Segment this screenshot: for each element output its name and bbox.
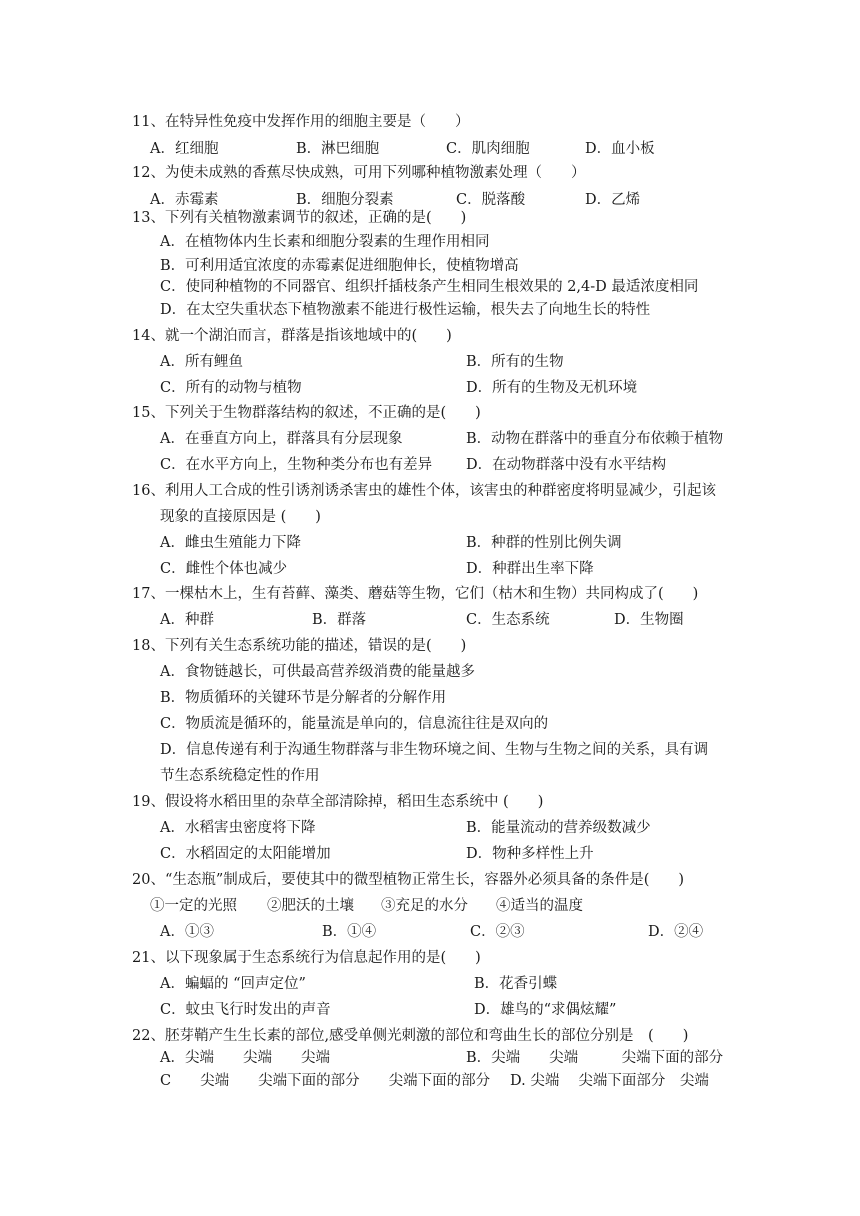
q18-option-a: A．食物链越长，可供最高营养级消费的能量越多 [160, 664, 475, 680]
q15-option-c: C．在水平方向上，生物种类分布也有差异 [160, 457, 433, 473]
q22-option-a: A．尖端 尖端 尖端 [160, 1050, 330, 1066]
q18-option-d-continued: 节生态系统稳定性的作用 [160, 768, 320, 784]
q17-option-b: B．群落 [312, 612, 367, 628]
question-16-stem-continued: 现象的直接原因是 ( ) [160, 509, 321, 525]
q21-option-d: D．雄鸟的“求偶炫耀” [474, 1002, 617, 1018]
question-19-stem: 19、假设将水稻田里的杂草全部清除掉，稻田生态系统中 ( ) [132, 794, 544, 810]
question-16-stem: 16、利用人工合成的性引诱剂诱杀害虫的雄性个体，该害虫的种群密度将明显减少，引起该 [132, 483, 716, 499]
q16-option-d: D．种群出生率下降 [466, 561, 594, 577]
q11-option-c: C．肌肉细胞 [446, 141, 530, 157]
q22-option-c: C 尖端 尖端下面的部分 尖端下面的部分 [160, 1073, 491, 1089]
q12-option-a: A．赤霉素 [150, 192, 219, 208]
q12-option-d: D．乙烯 [585, 192, 641, 208]
q20-item-3: ③充足的水分 [381, 898, 468, 914]
question-13-stem: 13、下列有关植物激素调节的叙述，正确的是( ) [132, 210, 467, 226]
question-21-stem: 21、以下现象属于生态系统行为信息起作用的是( ) [132, 950, 481, 966]
q14-option-d: D．所有的生物及无机环境 [466, 380, 638, 396]
q20-item-4: ④适当的温度 [496, 898, 583, 914]
q15-option-b: B．动物在群落中的垂直分布依赖于植物 [466, 431, 724, 447]
q21-option-a: A．蝙蝠的 “回声定位” [160, 976, 306, 992]
q13-option-d: D．在太空失重状态下植物激素不能进行极性运输，根失去了向地生长的特性 [160, 302, 651, 318]
q20-option-a: A．①③ [160, 924, 214, 940]
question-14-stem: 14、就一个湖泊而言，群落是指该地域中的( ) [132, 328, 452, 344]
q13-option-b: B．可利用适宜浓度的赤霉素促进细胞伸长，使植物增高 [160, 258, 519, 274]
q20-option-d: D．②④ [648, 924, 704, 940]
q17-option-a: A．种群 [160, 612, 214, 628]
q19-option-a: A．水稻害虫密度将下降 [160, 820, 316, 836]
q20-item-1: ①一定的光照 [150, 898, 237, 914]
q17-option-c: C．生态系统 [466, 612, 550, 628]
q16-option-b: B．种群的性别比例失调 [466, 535, 622, 551]
q19-option-b: B．能量流动的营养级数减少 [466, 820, 651, 836]
question-11-stem: 11、在特异性免疫中发挥作用的细胞主要是（ ） [132, 114, 470, 130]
q14-option-b: B．所有的生物 [466, 354, 564, 370]
q11-option-d: D．血小板 [585, 141, 655, 157]
q15-option-a: A．在垂直方向上，群落具有分层现象 [160, 431, 403, 447]
q17-option-d: D．生物圈 [614, 612, 684, 628]
q15-option-d: D．在动物群落中没有水平结构 [466, 457, 667, 473]
q20-item-2: ②肥沃的土壤 [267, 898, 354, 914]
q18-option-b: B．物质循环的关键环节是分解者的分解作用 [160, 690, 447, 706]
q19-option-d: D．物种多样性上升 [466, 846, 594, 862]
q14-option-c: C．所有的动物与植物 [160, 380, 302, 396]
q22-option-d: D. 尖端 尖端下面部分 尖端 [510, 1073, 709, 1089]
q11-option-b: B．淋巴细胞 [296, 141, 380, 157]
question-15-stem: 15、下列关于生物群落结构的叙述，不正确的是( ) [132, 405, 481, 421]
q22-option-b: B．尖端 尖端 尖端下面的部分 [466, 1050, 724, 1066]
question-20-stem: 20、“生态瓶”制成后，要使其中的微型植物正常生长，容器外必须具备的条件是( ) [132, 872, 685, 888]
q12-option-b: B．细胞分裂素 [296, 192, 394, 208]
q19-option-c: C．水稻固定的太阳能增加 [160, 846, 331, 862]
q21-option-b: B．花香引蝶 [474, 976, 558, 992]
question-22-stem: 22、胚芽鞘产生生长素的部位,感受单侧光刺激的部位和弯曲生长的部位分别是 ( ) [132, 1028, 689, 1044]
q12-option-c: C．脱落酸 [456, 192, 526, 208]
q20-option-b: B．①④ [322, 924, 377, 940]
question-17-stem: 17、一棵枯木上，生有苔藓、藻类、蘑菇等生物，它们（枯木和生物）共同构成了( ) [132, 586, 699, 602]
q20-option-c: C．②③ [470, 924, 525, 940]
q21-option-c: C．蚊虫飞行时发出的声音 [160, 1002, 331, 1018]
q18-option-d: D．信息传递有利于沟通生物群落与非生物环境之间、生物与生物之间的关系，具有调 [160, 742, 709, 758]
q14-option-a: A．所有鲤鱼 [160, 354, 243, 370]
q11-option-a: A．红细胞 [150, 141, 219, 157]
q13-option-a: A．在植物体内生长素和细胞分裂素的生理作用相同 [160, 234, 490, 250]
question-12-stem: 12、为使未成熟的香蕉尽快成熟，可用下列哪种植物激素处理（ ） [132, 165, 586, 181]
q13-option-c: C．使同种植物的不同器官、组织扦插枝条产生相同生根效果的 2,4-D 最适浓度相同 [160, 279, 699, 295]
q18-option-c: C．物质流是循环的，能量流是单向的，信息流往往是双向的 [160, 716, 549, 732]
question-18-stem: 18、下列有关生态系统功能的描述，错误的是( ) [132, 638, 467, 654]
q16-option-a: A．雌虫生殖能力下降 [160, 535, 301, 551]
q16-option-c: C．雌性个体也减少 [160, 561, 288, 577]
